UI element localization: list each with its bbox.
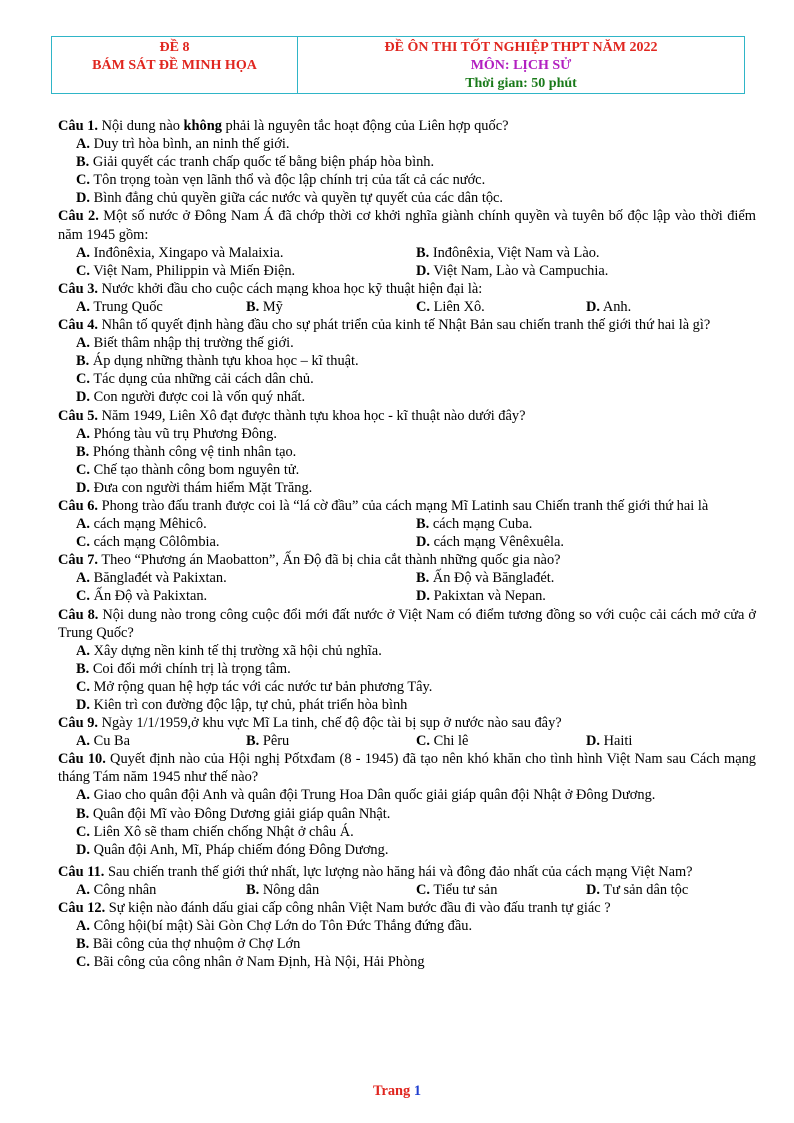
question-text: Nội dung nào (97, 118, 184, 134)
option-11a: A. Công nhân (76, 881, 157, 898)
question-3: Câu 3. Nước khởi đầu cho cuộc cách mạng khoa học kỹ thuật hiện đại là: (58, 280, 483, 297)
option-8a: A. Xây dựng nền kinh tế thị trường xã hội chủ nghĩa. (76, 642, 382, 659)
option-9d: D. Haiti (586, 733, 633, 750)
option-2a: A. Inđônêxia, Xingapo và Malaixia. (76, 244, 284, 261)
option-4b: B. Áp dụng những thành tựu khoa học – kĩ thuật. (76, 353, 359, 370)
question-6: Câu 6. Phong trào đấu tranh được coi là “lá cờ đầu” của cách mạng Mĩ Latinh sau Chiến tranh thế giới thứ hai là (58, 497, 709, 514)
option-7a: A. Bănglađét và Pakixtan. (76, 570, 227, 587)
options-row (58, 298, 756, 316)
header-right-cell (298, 37, 744, 93)
option-7d: D. Pakixtan và Nepan. (416, 588, 546, 605)
option-5b: B. Phóng thành công vệ tinh nhân tạo. (76, 443, 297, 460)
question-4: Câu 4. Nhân tố quyết định hàng đầu cho sự phát triển của kinh tế Nhật Bản sau chiến tranh thế giới thứ hai là gì? (58, 317, 711, 334)
option-9a: A. Cu Ba (76, 733, 130, 750)
option-10b: B. Quân đội Mĩ vào Đông Dương giải giáp quân Nhật. (76, 805, 391, 822)
options-row (58, 569, 756, 587)
option-1c: C. Tôn trọng toàn vẹn lãnh thổ và độc lập chính trị của tất cả các nước. (76, 172, 486, 189)
option-4c: C. Tác dụng của những cải cách dân chủ. (76, 371, 314, 388)
option-1b: B. Giải quyết các tranh chấp quốc tế bằng biện pháp hòa bình. (76, 154, 435, 171)
option-11c: C. Tiểu tư sản (416, 881, 498, 898)
option-8c: C. Mở rộng quan hệ hợp tác với các nước tư bản phương Tây. (76, 678, 433, 695)
options-row (58, 587, 756, 605)
options-row (58, 244, 756, 262)
option-12b: B. Bãi công của thợ nhuộm ở Chợ Lớn (76, 936, 301, 953)
options-row (58, 881, 756, 899)
option-1a: A. Duy trì hòa bình, an ninh thế giới. (76, 136, 290, 153)
option-5a: A. Phóng tàu vũ trụ Phương Đông. (76, 425, 277, 442)
question-list (58, 117, 756, 971)
exam-header (51, 36, 745, 94)
question-12: Câu 12. Sự kiện nào đánh dấu giai cấp công nhân Việt Nam bước đầu đi vào đấu tranh tự giác ? (58, 900, 611, 917)
exam-title: ĐỀ ÔN THI TỐT NGHIỆP THPT NĂM 2022 (384, 40, 658, 55)
option-10a: A. Giao cho quân đội Anh và quân đội Trung Hoa Dân quốc giải giáp quân đội Nhật ở Đông Dương. (76, 787, 656, 804)
exam-subject: MÔN: LỊCH SỬ (470, 58, 572, 73)
option-12a: A. Công hội(bí mật) Sài Gòn Chợ Lớn do Tôn Đức Thắng đứng đầu. (76, 918, 473, 935)
question-11: Câu 11. Sau chiến tranh thế giới thứ nhất, lực lượng nào hăng hái và đông đảo nhất của cách mạng Việt Nam? (58, 863, 693, 880)
page-label: Trang (372, 1083, 411, 1099)
exam-duration: Thời gian: 50 phút (465, 76, 577, 91)
option-8d: D. Kiên trì con đường độc lập, tự chủ, phát triển hòa bình (76, 697, 408, 713)
option-4d: D. Con người được coi là vốn quý nhất. (76, 389, 306, 406)
option-7b: B. Ấn Độ và Bănglađét. (416, 570, 555, 587)
option-5d: D. Đưa con người thám hiểm Mặt Trăng. (76, 479, 313, 496)
option-7c: C. Ấn Độ và Pakixtan. (76, 588, 208, 605)
option-2b: B. Inđônêxia, Việt Nam và Lào. (416, 244, 600, 261)
options-row (58, 262, 756, 280)
options-row (58, 515, 756, 533)
question-9: Câu 9. Ngày 1/1/1959,ở khu vực Mĩ La tinh, chế độ độc tài bị sụp ở nước nào sau đây? (58, 715, 562, 732)
page-number: 1 (413, 1083, 422, 1099)
option-5c: C. Chế tạo thành công bom nguyên tử. (76, 461, 300, 478)
page-footer (0, 1083, 794, 1100)
option-11b: B. Nông dân (246, 881, 320, 898)
option-9c: C. Chi lê (416, 733, 469, 750)
question-8: Câu 8. Nội dung nào trong công cuộc đổi mới đất nước ở Việt Nam có điểm tương đồng so với cuộc cải cách mở cửa ở Trung Quốc? (58, 606, 756, 641)
option-11d: D. Tư sản dân tộc (586, 881, 689, 898)
option-3a: A. Trung Quốc (76, 298, 163, 315)
option-10d: D. Quân đội Anh, Mĩ, Pháp chiếm đóng Đông Dương. (76, 841, 389, 858)
option-10c: C. Liên Xô sẽ tham chiến chống Nhật ở châu Á. (76, 823, 354, 840)
option-4a: A. Biết thâm nhập thị trường thế giới. (76, 335, 294, 352)
question-10: Câu 10. Quyết định nào của Hội nghị Pốtxđam (8 - 1945) đã tạo nên khó khăn cho tình hình Việt Nam sau Cách mạng tháng Tám năm 1945 như thế nào? (58, 751, 756, 786)
option-8b: B. Coi đổi mới chính trị là trọng tâm. (76, 660, 291, 677)
option-6b: B. cách mạng Cuba. (416, 516, 533, 533)
option-9b: B. Pêru (246, 733, 290, 750)
option-6d: D. cách mạng Vênêxuêla. (416, 534, 564, 551)
question-emphasis: không (183, 118, 222, 134)
option-6a: A. cách mạng Mêhicô. (76, 516, 207, 533)
option-12c: C. Bãi công của công nhân ở Nam Định, Hà Nội, Hải Phòng (76, 954, 425, 971)
option-1d: D. Bình đẳng chủ quyền giữa các nước và quyền tự quyết của các dân tộc. (76, 190, 504, 207)
option-2d: D. Việt Nam, Lào và Campuchia. (416, 262, 609, 279)
option-6c: C. cách mạng Côlômbia. (76, 534, 220, 551)
question-text: phải là nguyên tắc hoạt động của Liên hợp quốc? (221, 118, 509, 134)
header-left-cell (52, 37, 298, 93)
question-7: Câu 7. Theo “Phương án Maobatton”, Ấn Độ đã bị chia cắt thành những quốc gia nào? (58, 552, 561, 569)
options-row (58, 533, 756, 551)
option-2c: C. Việt Nam, Philippin và Miến Điện. (76, 262, 296, 279)
exam-subtitle: BÁM SÁT ĐỀ MINH HỌA (92, 58, 257, 73)
exam-number: ĐỀ 8 (159, 40, 190, 55)
question-2: Câu 2. Một số nước ở Đông Nam Á đã chớp thời cơ khởi nghĩa giành chính quyền và tuyên bố độc lập vào thời điểm năm 1945 gồm: (58, 208, 756, 243)
option-3b: B. Mỹ (246, 298, 283, 315)
options-row (58, 732, 756, 750)
question-1 (58, 117, 756, 135)
option-3c: C. Liên Xô. (416, 298, 485, 315)
question-number: Câu 1. (58, 118, 98, 134)
question-5: Câu 5. Năm 1949, Liên Xô đạt được thành tựu khoa học - kĩ thuật nào dưới đây? (58, 407, 526, 424)
option-3d: D. Anh. (586, 298, 632, 315)
